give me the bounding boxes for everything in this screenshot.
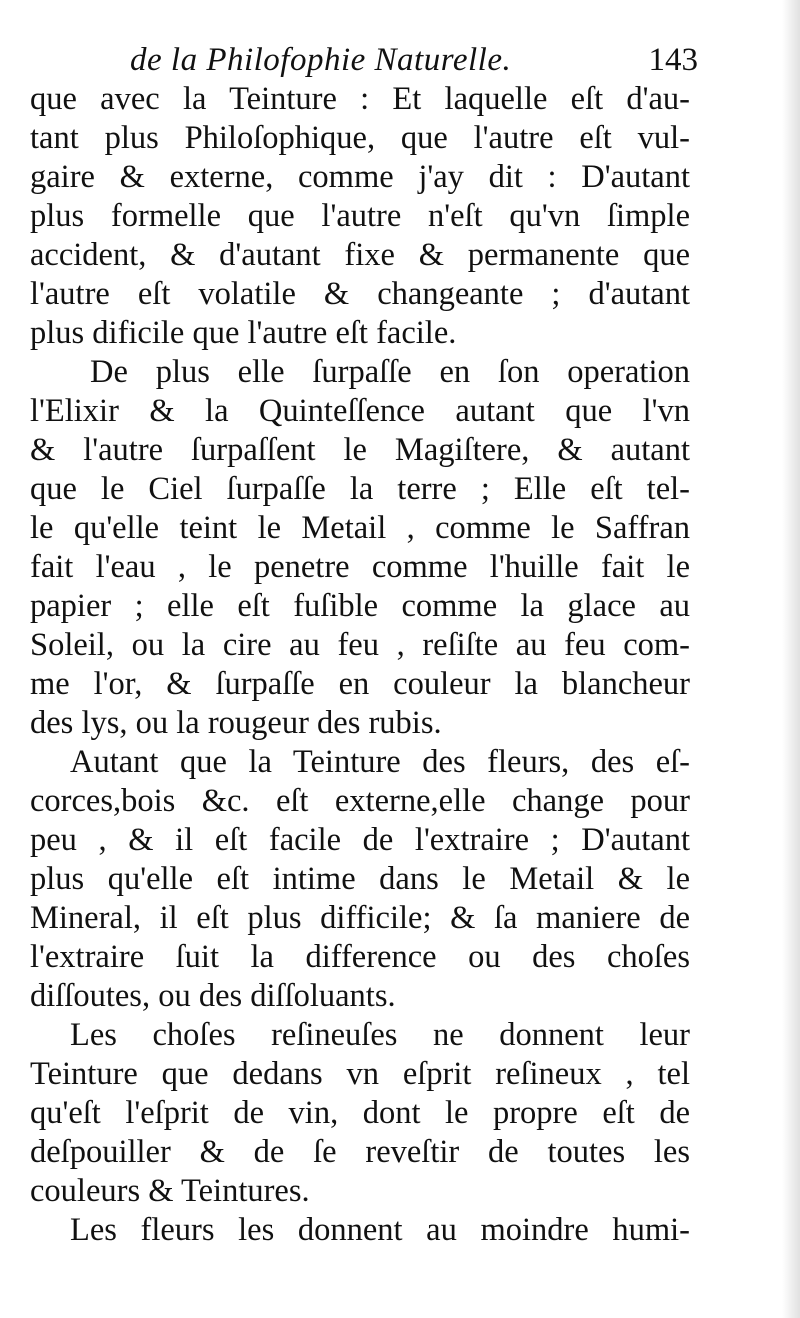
text-line: qu'eſt l'eſprit de vin, dont le propre eſt de (30, 1095, 690, 1131)
text-line: fait l'eau , le penetre comme l'huille fait le (30, 549, 690, 585)
text-line: deſpouiller & de ſe reveſtir de toutes les (30, 1134, 690, 1170)
text-line: diſſoutes, ou des diſſoluants. (30, 978, 396, 1014)
page-number: 143 (648, 42, 698, 78)
text-line: plus dificile que l'autre eſt facile. (30, 315, 457, 351)
paragraph-first-line: Les fleurs les donnent au moindre humi- (70, 1212, 690, 1248)
paragraph-first-line: Autant que la Teinture des fleurs, des eſ- (70, 744, 690, 780)
text-line: gaire & externe, comme j'ay dit : D'autant (30, 159, 690, 195)
text-line: tant plus Philoſophique, que l'autre eſt vul- (30, 120, 690, 156)
text-line: peu , & il eſt facile de l'extraire ; D'autant (30, 822, 690, 858)
text-line: l'Elixir & la Quinteſſence autant que l'vn (30, 393, 690, 429)
body-text (30, 80, 690, 1250)
text-line: & l'autre ſurpaſſent le Magiſtere, & autant (30, 432, 690, 468)
text-line: couleurs & Teintures. (30, 1173, 310, 1209)
paragraph-first-line: Les choſes reſineuſes ne donnent leur (70, 1017, 690, 1053)
text-line: papier ; elle eſt fuſible comme la glace au (30, 588, 690, 624)
text-line: plus formelle que l'autre n'eſt qu'vn ſimple (30, 198, 690, 234)
text-line: Mineral, il eſt plus difficile; & ſa maniere de (30, 900, 690, 936)
text-line: des lys, ou la rougeur des rubis. (30, 705, 442, 741)
text-line: l'extraire ſuit la difference ou des choſes (30, 939, 690, 975)
text-line: corces,bois &c. eſt externe,elle change pour (30, 783, 690, 819)
text-line: accident, & d'autant fixe & permanente que (30, 237, 690, 273)
text-line: me l'or, & ſurpaſſe en couleur la blancheur (30, 666, 690, 702)
text-line: plus qu'elle eſt intime dans le Metail & le (30, 861, 690, 897)
text-line: que le Ciel ſurpaſſe la terre ; Elle eſt tel- (30, 471, 690, 507)
text-line: Soleil, ou la cire au feu , reſiſte au feu com- (30, 627, 690, 663)
text-line: Teinture que dedans vn eſprit reſineux , tel (30, 1056, 690, 1092)
running-head-title: de la Philofophie Naturelle. (130, 42, 512, 78)
page-edge-shadow (782, 0, 800, 1318)
text-line: le qu'elle teint le Metail , comme le Saffran (30, 510, 690, 546)
text-line: que avec la Teinture : Et laquelle eſt d'au- (30, 81, 690, 117)
paragraph-first-line: De plus elle ſurpaſſe en ſon operation (90, 354, 690, 390)
text-line: l'autre eſt volatile & changeante ; d'autant (30, 276, 690, 312)
